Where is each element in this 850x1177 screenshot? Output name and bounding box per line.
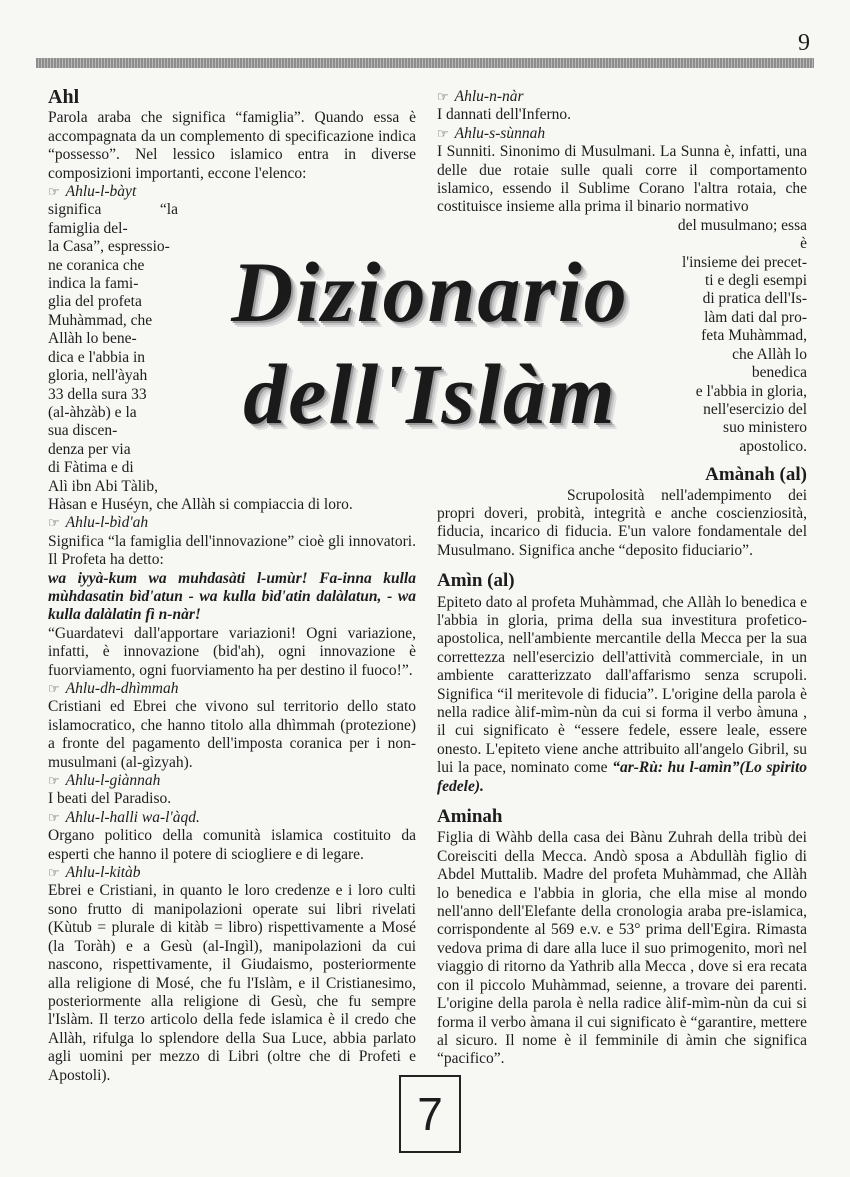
bayt-line: denza per via <box>48 440 131 458</box>
amanah-text: Scrupolosità nell'adempimento dei propri doveri, probità, integrità e anche coscienziosità, fiducia, incarico di fiducia. E'un valore fondamentale del Musulmano. Significa anche “deposito fiduciario”. <box>437 486 807 559</box>
heading-amanah: Amànah (al) <box>705 464 807 486</box>
bayt-line: 33 della sura 33 <box>48 385 147 403</box>
term-sunnah: ☞ Ahlu-s-sùnnah <box>437 124 546 142</box>
sunnah-line: e l'abbia in gloria, <box>695 382 807 400</box>
boxed-number: 7 <box>399 1075 461 1153</box>
pointing-hand-icon: ☞ <box>48 773 60 789</box>
aminah-text: Figlia di Wàhb della casa dei Bànu Zuhrah della tribù dei Coreisciti della Mecca. Andò sposa a Abdullàh figlio di Abdel Muttalib. Madre del profeta Muhàmmad, che Allàh lo benedica e l'abbia in gloria, che ella mise al mondo nell'anno dell'Elefante della cronologia araba pre-islamica, corrispondente al 569 e.v. e 53° prima dell'Egira. Rimasta vedova prima di dare alla luce il suo primogenito, morì nel viaggio di ritorno da Yathrib alla Mecca , dove si era recata con il piccolo Muhàmmad, seienne, a trovare dei parenti. L'origine della parola è nella radice àlif-mìm-nùn da cui si forma il verbo àmana il cui significato è “garantire, mettere al sicuro. Il nome è il femminile di àmin che significa “pacifico”. <box>437 829 807 1068</box>
pointing-hand-icon: ☞ <box>437 125 449 141</box>
jannah-definition: I beati del Paradiso. <box>48 790 172 808</box>
pointing-hand-icon: ☞ <box>48 809 60 825</box>
bayt-line: di Fàtima e di <box>48 459 134 477</box>
sunnah-line: nell'esercizio del <box>703 400 807 418</box>
sunnah-line: di pratica dell'Is- <box>702 290 807 308</box>
sunnah-definition: I Sunniti. Sinonimo di Musulmani. La Sunna è, infatti, una delle due rotaie sulle quali corre il comportamento islamico, essendo il Sublime Corano l'altra rotaia, che costituisce insieme alla prima il binario normativo <box>437 143 807 216</box>
dhimmah-definition: Cristiani ed Ebrei che vivono sul territorio dello stato islamocratico, che hanno titolo alla dhìmmah (protezione) a fronte del pagamento dell'imposta coranica per i non-musulmani (al-gìzyah). <box>48 698 416 771</box>
bayt-line: indica la fami- <box>48 275 139 293</box>
bayt-definition <box>48 201 178 496</box>
sunnah-line: ti e degli esempi <box>704 272 807 290</box>
page-number: 9 <box>798 30 810 56</box>
amin-text: Epiteto dato al profeta Muhàmmad, che Allàh lo benedica e l'abbia in gloria, prima della sua investitura profetico-apostolica, nell'ambiente mercantile della Mecca per la sua correttezza nell'esercizio dell'attività commerciale, in un ambiente caratterizzato dall'affarismo senza scrupoli. Significa “il meritevole di fiducia”. L'origine della parola è nella radice àlif-mìm-nùn da cui si forma il verbo àmuna , il cui significato è “essere fedele, essere leale, essere onesto. L'epiteto viene anche attribuito all'angelo Gibril, su lui la pace, nominato come “ar-Rù: hu l-amìn”(Lo spirito fedele). <box>437 593 808 795</box>
bidah-definition: Significa “la famiglia dell'innovazione” cioè gli innovatori. Il Profeta ha detto: <box>48 532 416 569</box>
sunnah-line: suo ministero <box>723 419 807 437</box>
sunnah-line: feta Muhàmmad, <box>701 327 807 345</box>
pointing-hand-icon: ☞ <box>48 184 60 200</box>
bayt-line: la Casa”, espressio- <box>48 238 170 256</box>
sunnah-line: l'insieme dei precet- <box>681 253 807 271</box>
pointing-hand-icon: ☞ <box>48 865 60 881</box>
bayt-line: significa “la famiglia del- <box>48 201 178 237</box>
left-column <box>48 88 416 1085</box>
bayt-line: dica e l'abbia in <box>48 348 146 366</box>
heading-amin: Amìn (al) <box>437 570 515 592</box>
right-column <box>437 88 807 1069</box>
heading-ahl: Ahl <box>48 86 80 108</box>
term-halli: ☞ Ahlu-l-halli wa-l'àqd. <box>48 808 200 826</box>
term-jannah: ☞ Ahlu-l-giànnah <box>48 772 161 790</box>
bayt-line: Allàh lo bene- <box>48 330 137 348</box>
header-rule <box>36 58 814 68</box>
term-kitab: ☞ Ahlu-l-kitàb <box>48 864 141 882</box>
pointing-hand-icon: ☞ <box>48 681 60 696</box>
bayt-line: Muhàmmad, che <box>48 311 153 329</box>
dictionary-title <box>180 242 680 460</box>
amin-epithet: “ar-Rù: hu l-amìn”(Lo spirito fedele). <box>437 759 808 795</box>
title-line-1: Dizionario <box>231 244 629 340</box>
title-line-2: dell'Islàm <box>243 346 617 442</box>
heading-aminah: Aminah <box>437 806 503 828</box>
halli-definition: Organo politico della comunità islamica costituito da esperti che hanno il potere di sciogliere e di legare. <box>48 827 416 863</box>
pointing-hand-icon: ☞ <box>437 89 449 104</box>
bayt-line: glia del profeta <box>48 293 142 311</box>
bayt-line: (al-àhzàb) e la <box>48 403 137 421</box>
sunnah-line: del musulmano; essa è <box>677 216 807 253</box>
sunnah-line: che Allàh lo benedica <box>732 345 807 382</box>
bayt-line: ne coranica che <box>48 256 145 274</box>
bayt-line: gloria, nell'àyah <box>48 367 148 385</box>
term-bayt: ☞ Ahlu-l-bàyt <box>48 183 137 201</box>
bayt-end: Hàsan e Huséyn, che Allàh si compiaccia di loro. <box>48 495 353 513</box>
term-bidah: ☞ Ahlu-l-bìd'ah <box>48 514 149 532</box>
sunnah-line: apostolico. <box>739 437 807 455</box>
kitab-definition: Ebrei e Cristiani, in quanto le loro credenze e i loro culti sono frutto di manipolazioni operate sui libri rivelati (Kùtub = plurale di kitàb = libro) rispettivamente a Mosé (la Toràh) e a Gesù (al-Ingìl), manipolazioni da cui nascono, rispettivamente, il Giudaismo, posteriormente alla religione di Mosé, che fu l'Islàm, e il Cristianesimo, posteriormente alla religione di Gesù, che fu sempre l'Islàm. Il terzo articolo della fede islamica è il credo che Allàh, rifulga lo splendore della Sua Luce, abbia parlato agli uomini per mezzo di Libri (oltre che di Profeti e Apostoli). <box>48 882 416 1084</box>
nar-definition: I dannati dell'Inferno. <box>437 106 572 124</box>
bayt-line: Alì ibn Abi Tàlib, <box>48 477 158 495</box>
sunnah-line: làm dati dal pro- <box>704 308 807 326</box>
bidah-quote: “Guardatevi dall'apportare variazioni! Ogni variazione, infatti, è innovazione (bid'ah), ogni innovazione è fuorviamento, ogni fuorviamento ha per destino il fuoco!”. <box>48 624 416 679</box>
ahl-intro: Parola araba che significa “famiglia”. Quando essa è accompagnata da un complemento di specificazione indica “possesso”. Nel lessico islamico entra in diverse composizioni importanti, eccone l'elenco: <box>48 109 416 182</box>
bayt-line: sua discen- <box>48 422 118 440</box>
term-nar: ☞ Ahlu-n-nàr <box>437 88 524 105</box>
term-dhimmah: ☞ Ahlu-dh-dhìmmah <box>48 680 179 697</box>
bidah-arabic: wa iyyà-kum wa muhdasàti l-umùr! Fa-inna kulla mùhdasatin bìd'atun - wa kulla bìd'atin dalàlatun, - wa kulla dalàlatin fì n-nàr! <box>48 569 416 624</box>
pointing-hand-icon: ☞ <box>48 515 60 531</box>
